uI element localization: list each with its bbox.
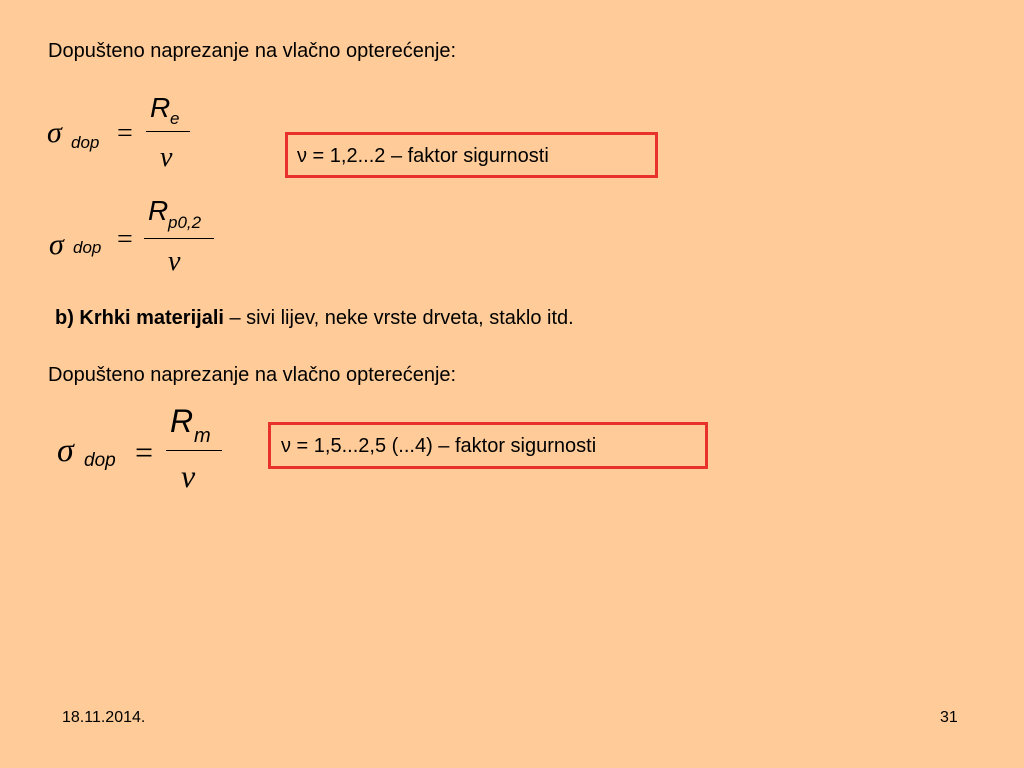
formula-3-numerator: R: [170, 403, 194, 439]
formula-1-equals: =: [117, 118, 133, 149]
formula-2-numerator: R: [148, 195, 169, 226]
formula-3-equals: =: [135, 434, 154, 470]
safety-factor-text-2: ν = 1,5...2,5 (...4) – faktor sigurnosti: [281, 435, 597, 457]
formula-3-sigma: σ: [57, 432, 74, 469]
formula-3-subscript: dop: [84, 450, 116, 471]
formula-1-numerator-sub: e: [170, 109, 180, 128]
section-brittle-materials: [55, 307, 574, 330]
formula-2-numerator-sub: [168, 213, 201, 233]
footer-date: 18.11.2014.: [62, 709, 146, 726]
footer-page-number: 31: [940, 709, 958, 726]
formula-1-sigma: σ: [47, 116, 62, 149]
formula-3-numerator-sub: m: [194, 425, 211, 447]
formula-2-denominator: ν: [168, 246, 181, 277]
heading-allowable-stress-2: Dopušteno naprezanje na vlačno opterećenje:: [48, 364, 457, 386]
formula-2-equals: =: [117, 224, 133, 255]
formula-1-denominator: ν: [160, 142, 173, 173]
formula-2-fraction-bar: [144, 238, 214, 239]
formula-3-fraction-bar: [166, 450, 222, 451]
formula-1-numerator: R: [150, 92, 171, 123]
formula-2-numerator-sub-text: p0,2: [168, 213, 202, 232]
safety-factor-box-2: [268, 422, 708, 469]
heading-allowable-stress-1: Dopušteno naprezanje na vlačno opterećenje:: [48, 40, 457, 62]
formula-2-subscript: dop: [73, 238, 102, 257]
formula-1-subscript: dop: [71, 133, 100, 152]
safety-factor-text-1: ν = 1,2...2 – faktor sigurnosti: [297, 145, 549, 167]
formula-3-denominator: ν: [181, 458, 196, 494]
formula-1-fraction-bar: [146, 131, 190, 132]
safety-factor-box-1: [285, 132, 658, 178]
formula-2-sigma: σ: [49, 228, 64, 261]
section-brittle-label: b) Krhki materijali: [55, 307, 224, 329]
section-brittle-description: – sivi lijev, neke vrste drveta, staklo itd.: [223, 307, 574, 329]
